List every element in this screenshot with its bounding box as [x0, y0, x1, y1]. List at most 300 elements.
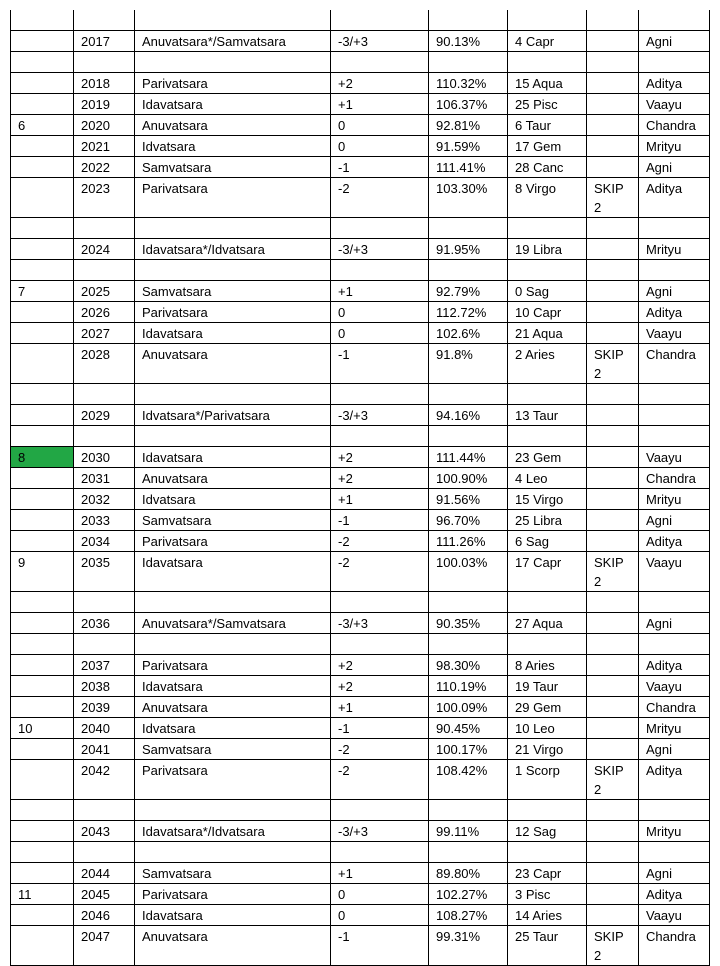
- deity-cell: [639, 800, 710, 821]
- adjustment-cell: +1: [331, 489, 429, 510]
- deity-cell: [639, 218, 710, 239]
- samvatsara-name-cell: Parivatsara: [135, 531, 331, 552]
- deity-cell: Vaayu: [639, 94, 710, 115]
- samvatsara-name-cell: Anuvatsara*/Samvatsara: [135, 613, 331, 634]
- adjustment-cell: -1: [331, 344, 429, 384]
- cycle-number-cell: [11, 613, 74, 634]
- table-spacer-row: [11, 426, 710, 447]
- cycle-number-cell: [11, 739, 74, 760]
- skip-cell: SKIP 2: [587, 344, 639, 384]
- samvatsara-name-cell: [135, 52, 331, 73]
- skip-cell: [587, 73, 639, 94]
- table-row: [11, 136, 710, 157]
- deity-cell: Aditya: [639, 655, 710, 676]
- year-cell: 2029: [74, 405, 135, 426]
- position-cell: [508, 592, 587, 613]
- deity-cell: Mrityu: [639, 239, 710, 260]
- adjustment-cell: [331, 52, 429, 73]
- deity-cell: [639, 634, 710, 655]
- cycle-number-cell: 7: [11, 281, 74, 302]
- table-row: [11, 863, 710, 884]
- position-cell: 8 Virgo: [508, 178, 587, 218]
- year-cell: 2037: [74, 655, 135, 676]
- samvatsara-name-cell: Anuvatsara: [135, 344, 331, 384]
- deity-cell: Chandra: [639, 468, 710, 489]
- percentage-cell: 106.37%: [429, 94, 508, 115]
- cycle-number-cell: [11, 676, 74, 697]
- skip-cell: [587, 676, 639, 697]
- table-row: [11, 302, 710, 323]
- skip-cell: [587, 218, 639, 239]
- cycle-number-cell: 6: [11, 115, 74, 136]
- deity-cell: Aditya: [639, 531, 710, 552]
- percentage-cell: 94.16%: [429, 405, 508, 426]
- deity-cell: Aditya: [639, 178, 710, 218]
- position-cell: 21 Aqua: [508, 323, 587, 344]
- deity-cell: Agni: [639, 157, 710, 178]
- percentage-cell: 89.80%: [429, 863, 508, 884]
- position-cell: 1 Scorp: [508, 760, 587, 800]
- adjustment-cell: -2: [331, 552, 429, 592]
- samvatsara-name-cell: [135, 842, 331, 863]
- cycle-number-cell: [11, 821, 74, 842]
- year-cell: 2031: [74, 468, 135, 489]
- skip-cell: [587, 52, 639, 73]
- adjustment-cell: [331, 842, 429, 863]
- samvatsara-name-cell: Samvatsara: [135, 863, 331, 884]
- year-cell: 2032: [74, 489, 135, 510]
- cycle-number-cell: [11, 136, 74, 157]
- percentage-cell: [429, 52, 508, 73]
- table-spacer-row: [11, 52, 710, 73]
- adjustment-cell: 0: [331, 136, 429, 157]
- samvatsara-cycle-table: [10, 10, 710, 966]
- skip-cell: [587, 489, 639, 510]
- skip-cell: [587, 323, 639, 344]
- adjustment-cell: -1: [331, 510, 429, 531]
- table-row: [11, 281, 710, 302]
- deity-cell: Agni: [639, 31, 710, 52]
- adjustment-cell: -3/+3: [331, 613, 429, 634]
- table-row: [11, 697, 710, 718]
- position-cell: [508, 52, 587, 73]
- table-body: [11, 10, 710, 966]
- skip-cell: [587, 510, 639, 531]
- position-cell: 10 Capr: [508, 302, 587, 323]
- samvatsara-name-cell: Idavatsara: [135, 905, 331, 926]
- adjustment-cell: 0: [331, 115, 429, 136]
- adjustment-cell: [331, 800, 429, 821]
- cycle-number-cell: [11, 426, 74, 447]
- deity-cell: Agni: [639, 863, 710, 884]
- cycle-number-cell: [11, 10, 74, 31]
- deity-cell: [639, 260, 710, 281]
- position-cell: [508, 384, 587, 405]
- percentage-cell: [429, 10, 508, 31]
- skip-cell: SKIP 2: [587, 552, 639, 592]
- percentage-cell: 111.41%: [429, 157, 508, 178]
- year-cell: [74, 218, 135, 239]
- adjustment-cell: +1: [331, 94, 429, 115]
- adjustment-cell: [331, 10, 429, 31]
- samvatsara-name-cell: Idavatsara: [135, 94, 331, 115]
- samvatsara-name-cell: [135, 426, 331, 447]
- cycle-number-cell: [11, 384, 74, 405]
- percentage-cell: 110.32%: [429, 73, 508, 94]
- position-cell: 6 Taur: [508, 115, 587, 136]
- table-row: [11, 239, 710, 260]
- cycle-number-cell: [11, 863, 74, 884]
- position-cell: 17 Gem: [508, 136, 587, 157]
- skip-cell: [587, 739, 639, 760]
- deity-cell: [639, 52, 710, 73]
- cycle-number-cell: [11, 302, 74, 323]
- table-row: [11, 73, 710, 94]
- cycle-number-cell: [11, 31, 74, 52]
- position-cell: 6 Sag: [508, 531, 587, 552]
- percentage-cell: [429, 800, 508, 821]
- adjustment-cell: 0: [331, 323, 429, 344]
- deity-cell: [639, 842, 710, 863]
- percentage-cell: [429, 842, 508, 863]
- table-row: [11, 489, 710, 510]
- percentage-cell: 100.03%: [429, 552, 508, 592]
- samvatsara-name-cell: Anuvatsara*/Samvatsara: [135, 31, 331, 52]
- percentage-cell: 102.6%: [429, 323, 508, 344]
- position-cell: 12 Sag: [508, 821, 587, 842]
- deity-cell: Chandra: [639, 115, 710, 136]
- cycle-number-cell: [11, 842, 74, 863]
- year-cell: 2044: [74, 863, 135, 884]
- percentage-cell: 108.42%: [429, 760, 508, 800]
- cycle-number-cell: [11, 468, 74, 489]
- cycle-number-cell: 9: [11, 552, 74, 592]
- adjustment-cell: -2: [331, 531, 429, 552]
- cycle-number-cell: 11: [11, 884, 74, 905]
- skip-cell: SKIP 2: [587, 926, 639, 966]
- position-cell: [508, 218, 587, 239]
- position-cell: [508, 800, 587, 821]
- skip-cell: [587, 697, 639, 718]
- year-cell: 2023: [74, 178, 135, 218]
- percentage-cell: [429, 634, 508, 655]
- table-row: [11, 655, 710, 676]
- year-cell: [74, 52, 135, 73]
- deity-cell: Agni: [639, 510, 710, 531]
- table-row: [11, 676, 710, 697]
- position-cell: [508, 260, 587, 281]
- position-cell: 27 Aqua: [508, 613, 587, 634]
- cycle-number-cell: [11, 405, 74, 426]
- samvatsara-name-cell: Idavatsara: [135, 552, 331, 592]
- cycle-number-cell: [11, 73, 74, 94]
- percentage-cell: 99.11%: [429, 821, 508, 842]
- table-row: [11, 926, 710, 966]
- position-cell: 23 Capr: [508, 863, 587, 884]
- cycle-number-cell: [11, 489, 74, 510]
- position-cell: 3 Pisc: [508, 884, 587, 905]
- deity-cell: [639, 405, 710, 426]
- cycle-number-cell: [11, 157, 74, 178]
- deity-cell: Aditya: [639, 884, 710, 905]
- cycle-number-cell: [11, 94, 74, 115]
- position-cell: 21 Virgo: [508, 739, 587, 760]
- position-cell: 28 Canc: [508, 157, 587, 178]
- samvatsara-name-cell: [135, 592, 331, 613]
- cycle-number-cell: 10: [11, 718, 74, 739]
- cycle-number-cell: [11, 634, 74, 655]
- cycle-number-cell: [11, 344, 74, 384]
- table-row: [11, 531, 710, 552]
- deity-cell: [639, 10, 710, 31]
- skip-cell: [587, 842, 639, 863]
- percentage-cell: 110.19%: [429, 676, 508, 697]
- deity-cell: [639, 592, 710, 613]
- year-cell: 2030: [74, 447, 135, 468]
- deity-cell: Agni: [639, 613, 710, 634]
- samvatsara-name-cell: Parivatsara: [135, 73, 331, 94]
- adjustment-cell: +2: [331, 447, 429, 468]
- adjustment-cell: +2: [331, 655, 429, 676]
- cycle-number-cell: [11, 905, 74, 926]
- position-cell: 15 Virgo: [508, 489, 587, 510]
- skip-cell: [587, 613, 639, 634]
- percentage-cell: 90.35%: [429, 613, 508, 634]
- position-cell: [508, 842, 587, 863]
- table-row: [11, 157, 710, 178]
- year-cell: 2036: [74, 613, 135, 634]
- skip-cell: [587, 905, 639, 926]
- year-cell: 2018: [74, 73, 135, 94]
- table-spacer-row: [11, 218, 710, 239]
- table-row: [11, 552, 710, 592]
- deity-cell: [639, 426, 710, 447]
- year-cell: 2025: [74, 281, 135, 302]
- year-cell: 2038: [74, 676, 135, 697]
- table-spacer-row: [11, 384, 710, 405]
- adjustment-cell: -3/+3: [331, 405, 429, 426]
- deity-cell: Vaayu: [639, 552, 710, 592]
- table-row: [11, 344, 710, 384]
- position-cell: 25 Pisc: [508, 94, 587, 115]
- skip-cell: [587, 884, 639, 905]
- adjustment-cell: [331, 384, 429, 405]
- percentage-cell: 90.13%: [429, 31, 508, 52]
- skip-cell: [587, 384, 639, 405]
- adjustment-cell: +1: [331, 697, 429, 718]
- adjustment-cell: [331, 260, 429, 281]
- table-row: [11, 94, 710, 115]
- year-cell: 2024: [74, 239, 135, 260]
- position-cell: [508, 426, 587, 447]
- year-cell: 2039: [74, 697, 135, 718]
- table-spacer-row: [11, 592, 710, 613]
- position-cell: 4 Capr: [508, 31, 587, 52]
- deity-cell: Aditya: [639, 302, 710, 323]
- table-row: [11, 323, 710, 344]
- samvatsara-name-cell: Idavatsara: [135, 676, 331, 697]
- deity-cell: Agni: [639, 739, 710, 760]
- percentage-cell: 98.30%: [429, 655, 508, 676]
- percentage-cell: 100.09%: [429, 697, 508, 718]
- table-row: [11, 510, 710, 531]
- year-cell: 2028: [74, 344, 135, 384]
- percentage-cell: 91.59%: [429, 136, 508, 157]
- table-row: [11, 718, 710, 739]
- percentage-cell: 90.45%: [429, 718, 508, 739]
- deity-cell: Aditya: [639, 73, 710, 94]
- year-cell: 2019: [74, 94, 135, 115]
- position-cell: 14 Aries: [508, 905, 587, 926]
- year-cell: [74, 384, 135, 405]
- percentage-cell: 103.30%: [429, 178, 508, 218]
- skip-cell: [587, 447, 639, 468]
- samvatsara-name-cell: [135, 800, 331, 821]
- samvatsara-name-cell: Parivatsara: [135, 178, 331, 218]
- table-row: [11, 821, 710, 842]
- samvatsara-name-cell: Idavatsara: [135, 447, 331, 468]
- table-row: [11, 115, 710, 136]
- year-cell: 2033: [74, 510, 135, 531]
- deity-cell: Vaayu: [639, 676, 710, 697]
- samvatsara-name-cell: [135, 260, 331, 281]
- skip-cell: [587, 115, 639, 136]
- year-cell: 2034: [74, 531, 135, 552]
- cycle-number-cell: [11, 260, 74, 281]
- skip-cell: [587, 821, 639, 842]
- cycle-number-cell: [11, 800, 74, 821]
- position-cell: 4 Leo: [508, 468, 587, 489]
- position-cell: 19 Taur: [508, 676, 587, 697]
- skip-cell: [587, 655, 639, 676]
- samvatsara-name-cell: Parivatsara: [135, 884, 331, 905]
- samvatsara-name-cell: [135, 218, 331, 239]
- cycle-number-cell: [11, 926, 74, 966]
- skip-cell: SKIP 2: [587, 178, 639, 218]
- table-row: [11, 884, 710, 905]
- samvatsara-name-cell: Idavatsara*/Idvatsara: [135, 239, 331, 260]
- year-cell: 2046: [74, 905, 135, 926]
- year-cell: [74, 842, 135, 863]
- percentage-cell: 92.81%: [429, 115, 508, 136]
- table-row: [11, 178, 710, 218]
- samvatsara-name-cell: Anuvatsara: [135, 468, 331, 489]
- table-spacer-row: [11, 634, 710, 655]
- percentage-cell: 91.95%: [429, 239, 508, 260]
- samvatsara-name-cell: Anuvatsara: [135, 115, 331, 136]
- deity-cell: Aditya: [639, 760, 710, 800]
- skip-cell: [587, 800, 639, 821]
- position-cell: 2 Aries: [508, 344, 587, 384]
- skip-cell: [587, 302, 639, 323]
- deity-cell: Vaayu: [639, 323, 710, 344]
- percentage-cell: [429, 426, 508, 447]
- adjustment-cell: -3/+3: [331, 821, 429, 842]
- skip-cell: [587, 863, 639, 884]
- skip-cell: [587, 239, 639, 260]
- year-cell: 2047: [74, 926, 135, 966]
- year-cell: 2027: [74, 323, 135, 344]
- adjustment-cell: [331, 634, 429, 655]
- adjustment-cell: -2: [331, 739, 429, 760]
- samvatsara-name-cell: Samvatsara: [135, 157, 331, 178]
- deity-cell: Mrityu: [639, 136, 710, 157]
- adjustment-cell: 0: [331, 905, 429, 926]
- samvatsara-name-cell: Idavatsara*/Idvatsara: [135, 821, 331, 842]
- cycle-number-cell: [11, 697, 74, 718]
- percentage-cell: 100.90%: [429, 468, 508, 489]
- skip-cell: SKIP 2: [587, 760, 639, 800]
- percentage-cell: 99.31%: [429, 926, 508, 966]
- year-cell: [74, 592, 135, 613]
- samvatsara-name-cell: Idvatsara*/Parivatsara: [135, 405, 331, 426]
- adjustment-cell: [331, 592, 429, 613]
- percentage-cell: [429, 384, 508, 405]
- cycle-number-cell: [11, 531, 74, 552]
- position-cell: [508, 634, 587, 655]
- year-cell: 2040: [74, 718, 135, 739]
- percentage-cell: 92.79%: [429, 281, 508, 302]
- deity-cell: Chandra: [639, 926, 710, 966]
- cycle-number-cell: [11, 239, 74, 260]
- adjustment-cell: +2: [331, 676, 429, 697]
- samvatsara-name-cell: Samvatsara: [135, 281, 331, 302]
- percentage-cell: [429, 592, 508, 613]
- skip-cell: [587, 10, 639, 31]
- samvatsara-name-cell: Anuvatsara: [135, 697, 331, 718]
- table-row: [11, 405, 710, 426]
- adjustment-cell: -2: [331, 760, 429, 800]
- adjustment-cell: -3/+3: [331, 31, 429, 52]
- adjustment-cell: -1: [331, 157, 429, 178]
- cycle-number-cell: [11, 760, 74, 800]
- percentage-cell: 91.56%: [429, 489, 508, 510]
- adjustment-cell: +1: [331, 863, 429, 884]
- table-spacer-row: [11, 260, 710, 281]
- samvatsara-name-cell: Parivatsara: [135, 655, 331, 676]
- cycle-number-cell: [11, 218, 74, 239]
- adjustment-cell: [331, 218, 429, 239]
- table-row: [11, 739, 710, 760]
- skip-cell: [587, 718, 639, 739]
- cycle-number-cell: 8: [11, 447, 74, 468]
- position-cell: 25 Libra: [508, 510, 587, 531]
- year-cell: 2022: [74, 157, 135, 178]
- deity-cell: Mrityu: [639, 718, 710, 739]
- table-row: [11, 905, 710, 926]
- cycle-number-cell: [11, 178, 74, 218]
- cycle-number-cell: [11, 592, 74, 613]
- deity-cell: Agni: [639, 281, 710, 302]
- percentage-cell: 100.17%: [429, 739, 508, 760]
- position-cell: 15 Aqua: [508, 73, 587, 94]
- samvatsara-name-cell: Parivatsara: [135, 302, 331, 323]
- year-cell: 2041: [74, 739, 135, 760]
- table-row: [11, 447, 710, 468]
- deity-cell: Vaayu: [639, 447, 710, 468]
- percentage-cell: 112.72%: [429, 302, 508, 323]
- skip-cell: [587, 136, 639, 157]
- samvatsara-name-cell: Anuvatsara: [135, 926, 331, 966]
- skip-cell: [587, 31, 639, 52]
- samvatsara-name-cell: [135, 10, 331, 31]
- year-cell: 2026: [74, 302, 135, 323]
- deity-cell: Mrityu: [639, 821, 710, 842]
- position-cell: 10 Leo: [508, 718, 587, 739]
- skip-cell: [587, 281, 639, 302]
- skip-cell: [587, 426, 639, 447]
- cycle-number-cell: [11, 323, 74, 344]
